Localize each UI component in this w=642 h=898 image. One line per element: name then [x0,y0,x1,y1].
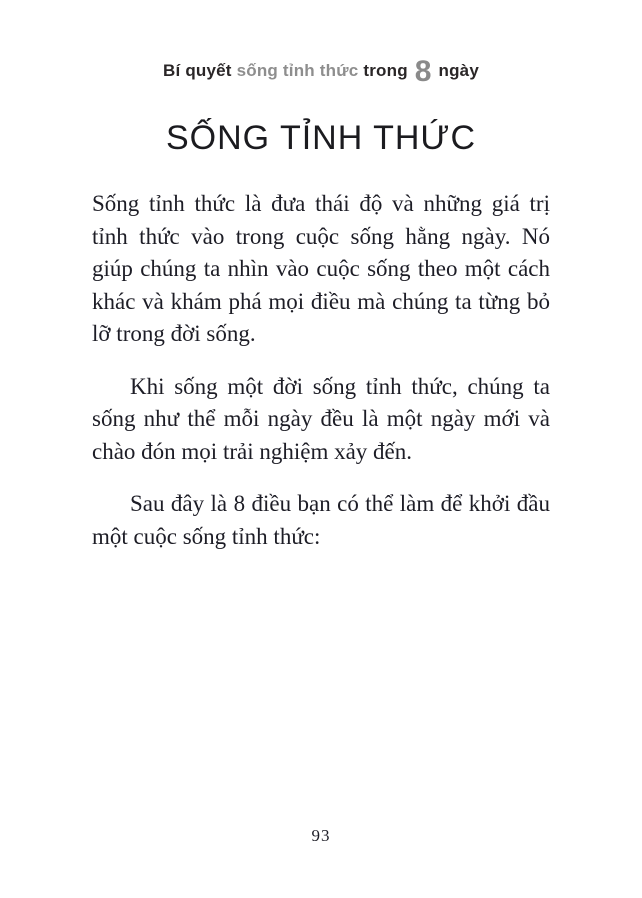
paragraph-2: Khi sống một đời sống tỉnh thức, chúng ta sống như thể mỗi ngày đều là một ngày mới và chào đón mọi trải nghiệm xảy đến. [92,373,550,464]
page-number: 93 [311,826,331,845]
body-text [92,188,550,553]
paragraph-3: Sau đây là 8 điều bạn có thể làm để khởi đầu một cuộc sống tỉnh thức: [92,491,550,549]
running-header-number: 8 [414,55,432,88]
chapter-title: SỐNG TỈNH THỨC [165,119,477,157]
running-header-text-1: Bí quyết [163,61,237,80]
paragraph-1: Sống tỉnh thức là đưa thái độ và những giá trị tỉnh thức vào trong cuộc sống hằng ngày. Nó giúp chúng ta nhìn vào cuộc sống theo một cách khác và khám phá mọi điều mà chúng ta từng bỏ lỡ trong đời sống. [92,191,550,346]
running-header [0,0,642,88]
running-header-text-3: ngày [433,61,479,80]
running-header-highlight: sống tỉnh thức [236,61,359,80]
running-header-text-2: trong [358,61,413,80]
